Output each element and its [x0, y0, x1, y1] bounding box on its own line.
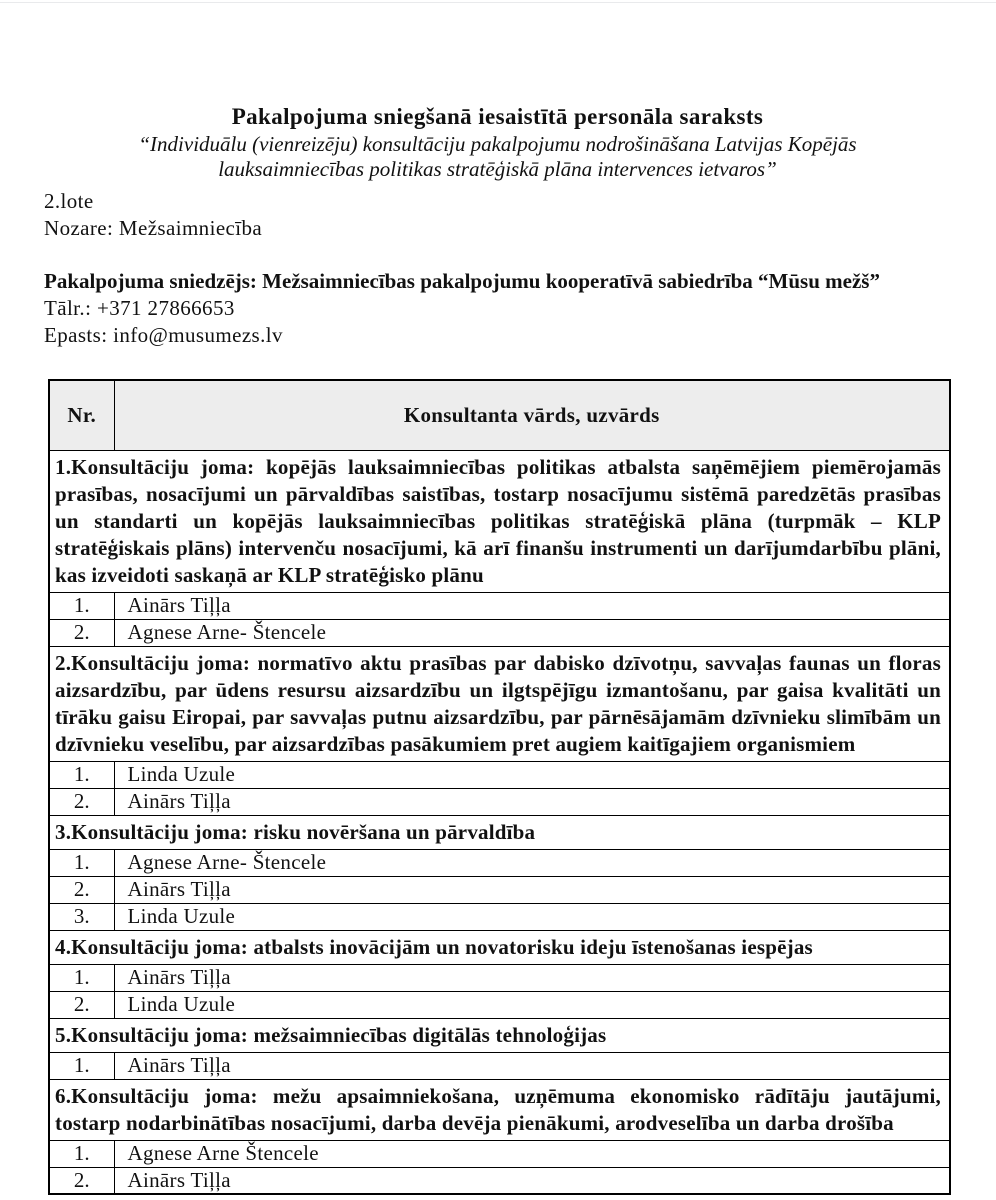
section-title: 2.Konsultāciju joma: normatīvo aktu prasības par dabisko dzīvotņu, savvaļas faunas un floras aizsardzību, par ūdens resursu aizsardzību un ilgtspējīgu izmantošanu, par gaisa kvalitāti un tīrāku gaisu Eiropai, par savvaļas putnu aizsardzību, par pārnēsājamām dzīvnieku slimībām un dzīvnieku veselību, par aizsardzības pasākumiem pret augiem kaitīgajiem organismiem [49, 646, 950, 761]
personnel-table-body [49, 450, 950, 1194]
consultant-name: Ainārs Tiļļa [114, 788, 950, 815]
lot-line: 2.lote [44, 189, 94, 213]
page-top-divider [0, 2, 996, 3]
table-header-row [49, 380, 950, 450]
consultant-name: Ainārs Tiļļa [114, 964, 950, 991]
row-number: 2. [49, 788, 114, 815]
phone-line: Tālr.: +371 27866653 [44, 296, 235, 320]
row-number: 2. [49, 1167, 114, 1194]
section-title: 3.Konsultāciju joma: risku novēršana un pārvaldība [49, 815, 950, 849]
consultant-name: Agnese Arne- Štencele [114, 619, 950, 646]
consultant-name: Linda Uzule [114, 903, 950, 930]
table-row [49, 788, 950, 815]
section-header-row [49, 1018, 950, 1052]
row-number: 2. [49, 619, 114, 646]
table-row [49, 849, 950, 876]
section-header-row [49, 1079, 950, 1140]
header-consultant-name: Konsultanta vārds, uzvārds [114, 380, 950, 450]
consultant-name: Ainārs Tiļļa [114, 876, 950, 903]
table-row [49, 619, 950, 646]
section-header-row [49, 815, 950, 849]
provider-line: Pakalpojuma sniedzējs: Mežsaimniecības pakalpojumu kooperatīvā sabiedrība “Mūsu mežš” [44, 269, 880, 293]
section-header-row [49, 450, 950, 592]
section-title: 1.Konsultāciju joma: kopējās lauksaimniecības politikas atbalsta saņēmējiem piemērojamās prasības, nosacījumi un pārvaldības saistības, tostarp nosacījumu sistēmā paredzētās prasības un standarti un kopējās lauksaimniecības politikas stratēģiskā plāna (turpmāk – KLP stratēģiskais plāns) intervenču nosacījumi, kā arī finanšu instrumenti un darījumdarbību plāni, kas izveidoti saskaņā ar KLP stratēģisko plānu [49, 450, 950, 592]
section-title: 6.Konsultāciju joma: mežu apsaimniekošana, uzņēmuma ekonomisko rādītāju jautājumi, tostarp nodarbinātības nosacījumi, darba devēja pienākumi, arodveselība un darba drošība [49, 1079, 950, 1140]
table-row [49, 1052, 950, 1079]
table-row [49, 761, 950, 788]
row-number: 1. [49, 849, 114, 876]
consultant-name: Ainārs Tiļļa [114, 1052, 950, 1079]
row-number: 1. [49, 1140, 114, 1167]
row-number: 2. [49, 876, 114, 903]
row-number: 1. [49, 761, 114, 788]
table-row [49, 592, 950, 619]
document-title: Pakalpojuma sniegšanā iesaistītā personāla saraksts [231, 104, 764, 129]
table-row [49, 991, 950, 1018]
table-row [49, 964, 950, 991]
row-number: 3. [49, 903, 114, 930]
row-number: 1. [49, 1052, 114, 1079]
consultant-name: Agnese Arne Štencele [114, 1140, 950, 1167]
header-nr: Nr. [49, 380, 114, 450]
row-number: 2. [49, 991, 114, 1018]
table-row [49, 876, 950, 903]
personnel-table [48, 379, 951, 1195]
document-subtitle: “Individuālu (vienreizēju) konsultāciju pakalpojumu nodrošināšana Latvijas Kopējās lauksaimniecības politikas stratēģiskā plāna intervences ietvaros” [138, 132, 857, 181]
table-row [49, 903, 950, 930]
table-row [49, 1140, 950, 1167]
email-line: Epasts: info@musumezs.lv [44, 323, 283, 347]
personnel-table-container [48, 379, 951, 1195]
row-number: 1. [49, 964, 114, 991]
consultant-name: Ainārs Tiļļa [114, 1167, 950, 1194]
section-header-row [49, 930, 950, 964]
consultant-name: Agnese Arne- Štencele [114, 849, 950, 876]
section-title: 4.Konsultāciju joma: atbalsts inovācijām un novatorisku ideju īstenošanas iespējas [49, 930, 950, 964]
row-number: 1. [49, 592, 114, 619]
sector-line: Nozare: Mežsaimniecība [44, 216, 263, 240]
consultant-name: Linda Uzule [114, 991, 950, 1018]
blank-line [44, 242, 951, 268]
consultant-name: Ainārs Tiļļa [114, 592, 950, 619]
section-title: 5.Konsultāciju joma: mežsaimniecības digitālās tehnoloģijas [49, 1018, 950, 1052]
section-header-row [49, 646, 950, 761]
table-row [49, 1167, 950, 1194]
consultant-name: Linda Uzule [114, 761, 950, 788]
